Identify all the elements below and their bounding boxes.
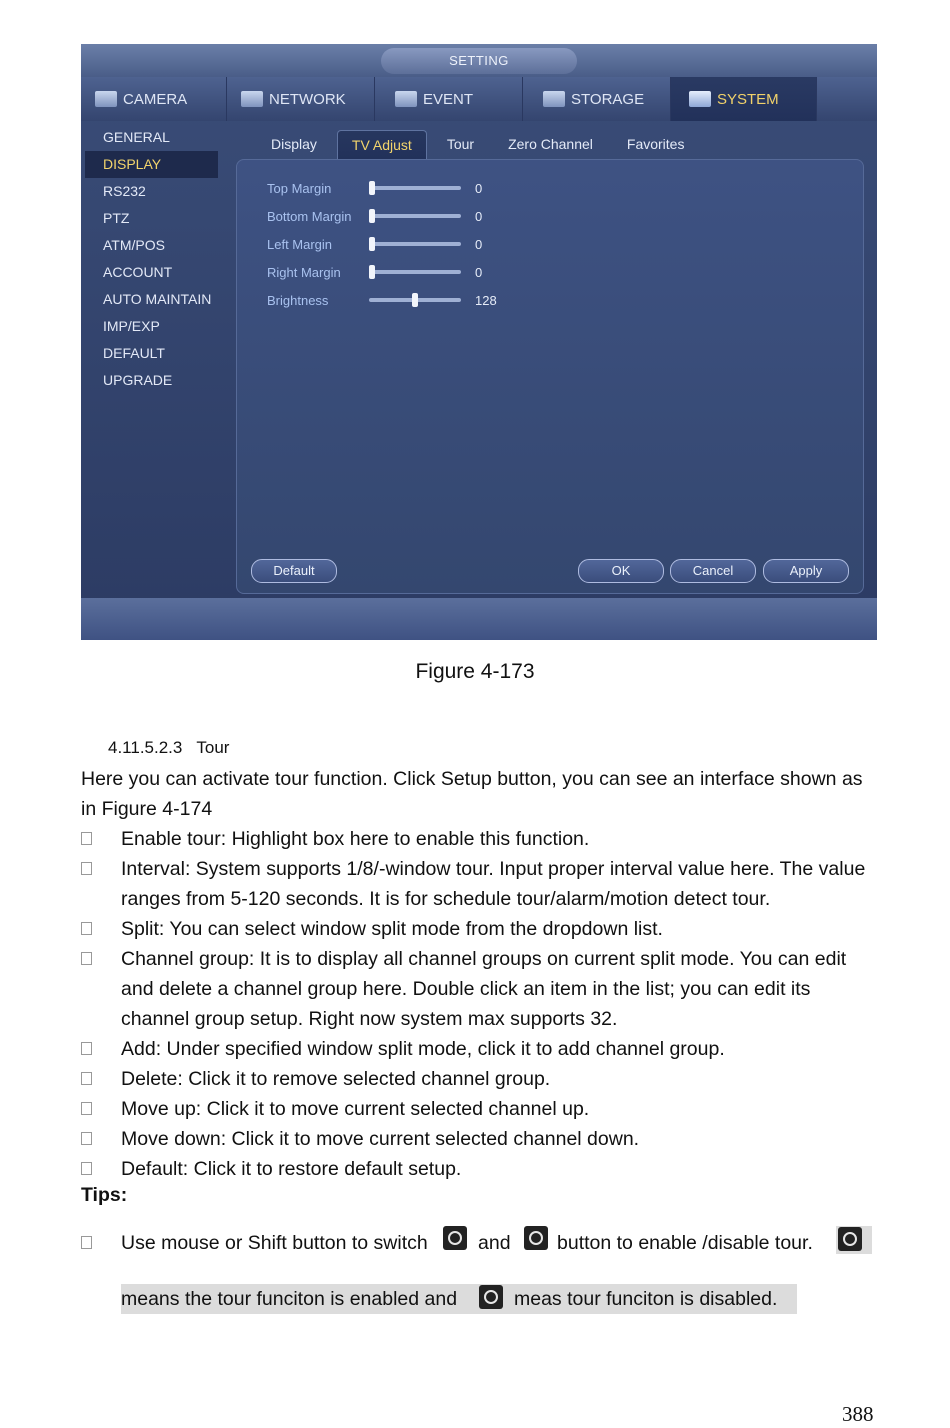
- slider-knob[interactable]: [369, 265, 375, 279]
- list-item: [81, 944, 881, 1034]
- list-item-text: Split: You can select window split mode from the dropdown list.: [121, 918, 663, 940]
- bullet-list: [81, 824, 881, 1184]
- window-title: SETTING: [381, 48, 577, 74]
- intro-paragraph: Here you can activate tour function. Click Setup button, you can see an interface shown as in Figure 4-174: [81, 768, 863, 820]
- list-item: [81, 1094, 881, 1124]
- tip-text-d: means the tour funciton is enabled and: [121, 1288, 458, 1310]
- sidebar-item-display[interactable]: DISPLAY: [85, 151, 218, 178]
- list-item-text: Channel group: It is to display all channel groups on current split mode. You can edit and delete a channel group here. Double click an item in the list; you can edit its channel group setup. Right now system max supports 32.: [121, 948, 847, 1030]
- list-item-text: Enable tour: Highlight box here to enable this function.: [121, 828, 590, 850]
- bottom-margin-row: [267, 206, 482, 226]
- tip-text-e: meas tour funciton is disabled.: [514, 1288, 778, 1310]
- sidebar-item-general[interactable]: GENERAL: [103, 129, 170, 145]
- list-item: [81, 1154, 881, 1184]
- tab-network[interactable]: [227, 77, 375, 121]
- brightness-row: [267, 290, 497, 310]
- subtab-tv-adjust[interactable]: TV Adjust: [337, 130, 427, 159]
- top-margin-slider[interactable]: [369, 186, 461, 190]
- subtab-tour[interactable]: Tour: [446, 136, 475, 152]
- bottom-margin-slider[interactable]: [369, 214, 461, 218]
- left-margin-slider[interactable]: [369, 242, 461, 246]
- list-item: [81, 1124, 881, 1154]
- sub-tabs: [257, 130, 704, 158]
- tab-camera[interactable]: [81, 77, 227, 121]
- list-item-text: Add: Under specified window split mode, click it to add channel group.: [121, 1038, 725, 1060]
- section-heading: [108, 738, 229, 758]
- top-margin-row: [267, 178, 482, 198]
- slider-knob[interactable]: [369, 209, 375, 223]
- right-margin-value: 0: [475, 264, 483, 280]
- tab-label: SYSTEM: [717, 90, 779, 108]
- bullet-box-icon: [81, 862, 92, 875]
- main-tabs: [81, 77, 877, 121]
- tab-label: NETWORK: [269, 90, 346, 108]
- list-item-text: Default: Click it to restore default setup.: [121, 1158, 462, 1180]
- title-bar: [81, 44, 877, 77]
- right-margin-row: [267, 262, 482, 282]
- tips-label: Tips:: [81, 1184, 128, 1206]
- icon-highlight: [836, 1226, 872, 1254]
- section-number: 4.11.5.2.3: [108, 738, 183, 757]
- bullet-box-icon: [81, 1236, 92, 1249]
- sidebar-item-auto-maintain[interactable]: AUTO MAINTAIN: [103, 291, 212, 307]
- slider-knob[interactable]: [369, 181, 375, 195]
- list-item-text: Move up: Click it to move current selected channel up.: [121, 1098, 590, 1120]
- section-title: Tour: [196, 738, 230, 757]
- dvr-settings-screenshot: [81, 44, 877, 640]
- tab-label: CAMERA: [123, 90, 188, 108]
- top-margin-value: 0: [475, 180, 483, 196]
- bullet-box-icon: [81, 832, 92, 845]
- figure-caption: Figure 4-173: [415, 660, 535, 683]
- tour-enable-icon: [443, 1226, 467, 1250]
- apply-button[interactable]: Apply: [763, 559, 849, 583]
- tip-text-c: button to enable /disable tour.: [557, 1232, 813, 1254]
- tip-line-2: [121, 1284, 797, 1314]
- list-item-text: Interval: System supports 1/8/-window tour. Input proper interval value here. The value ranges from 5-120 seconds. It is for schedule tour/alarm/motion detect tour.: [121, 858, 866, 910]
- sidebar-item-atm-pos[interactable]: ATM/POS: [103, 237, 165, 253]
- list-item: [81, 1034, 881, 1064]
- sidebar-item-account[interactable]: ACCOUNT: [103, 264, 173, 280]
- sidebar-item-upgrade[interactable]: UPGRADE: [103, 372, 173, 388]
- left-margin-value: 0: [475, 236, 483, 252]
- list-item: [81, 914, 881, 944]
- subtab-display[interactable]: Display: [271, 136, 317, 152]
- right-margin-label: Right Margin: [267, 264, 341, 280]
- subtab-favorites[interactable]: Favorites: [626, 136, 685, 152]
- network-icon: [241, 91, 263, 107]
- cancel-button[interactable]: Cancel: [670, 559, 756, 583]
- bullet-box-icon: [81, 952, 92, 965]
- list-item: [81, 854, 881, 914]
- left-margin-label: Left Margin: [267, 236, 333, 252]
- ok-button[interactable]: OK: [578, 559, 664, 583]
- page-number: 388: [842, 1402, 874, 1426]
- brightness-value: 128: [475, 292, 497, 308]
- list-item: [81, 824, 881, 854]
- bullet-box-icon: [81, 1132, 92, 1145]
- bullet-box-icon: [81, 1162, 92, 1175]
- bullet-box-icon: [81, 1072, 92, 1085]
- tour-disabled-icon: [479, 1285, 503, 1309]
- tip-line-1: [81, 1224, 881, 1258]
- bullet-box-icon: [81, 922, 92, 935]
- list-item-text: Move down: Click it to move current selected channel down.: [121, 1128, 640, 1150]
- sidebar-item-default[interactable]: DEFAULT: [103, 345, 165, 361]
- slider-knob[interactable]: [412, 293, 418, 307]
- tab-system[interactable]: [671, 77, 817, 121]
- default-button[interactable]: Default: [251, 559, 337, 583]
- tour-enabled-icon: [838, 1227, 862, 1251]
- sidebar-item-ptz[interactable]: PTZ: [103, 210, 130, 226]
- tab-storage[interactable]: [523, 77, 671, 121]
- bullet-box-icon: [81, 1102, 92, 1115]
- bottom-margin-value: 0: [475, 208, 483, 224]
- subtab-zero-channel[interactable]: Zero Channel: [508, 136, 593, 152]
- tip-text-a: Use mouse or Shift button to switch: [121, 1232, 428, 1254]
- tip-text-b: and: [478, 1232, 511, 1254]
- list-item: [81, 1064, 881, 1094]
- brightness-label: Brightness: [267, 292, 329, 308]
- sidebar-item-imp-exp[interactable]: IMP/EXP: [103, 318, 160, 334]
- storage-icon: [543, 91, 565, 107]
- slider-knob[interactable]: [369, 237, 375, 251]
- brightness-slider[interactable]: [369, 298, 461, 302]
- tab-label: EVENT: [423, 90, 474, 108]
- system-icon: [689, 91, 711, 107]
- right-margin-slider[interactable]: [369, 270, 461, 274]
- bullet-box-icon: [81, 1042, 92, 1055]
- tour-disable-icon: [524, 1226, 548, 1250]
- camera-icon: [95, 91, 117, 107]
- left-margin-row: [267, 234, 482, 254]
- bottom-bar: [81, 598, 877, 640]
- top-margin-label: Top Margin: [267, 180, 332, 196]
- tab-label: STORAGE: [571, 90, 645, 108]
- bottom-margin-label: Bottom Margin: [267, 208, 352, 224]
- event-icon: [395, 91, 417, 107]
- tv-adjust-panel: [236, 159, 864, 594]
- sidebar-item-rs232[interactable]: RS232: [103, 183, 146, 199]
- tab-event[interactable]: [375, 77, 523, 121]
- sidebar: [85, 124, 221, 394]
- list-item-text: Delete: Click it to remove selected channel group.: [121, 1068, 551, 1090]
